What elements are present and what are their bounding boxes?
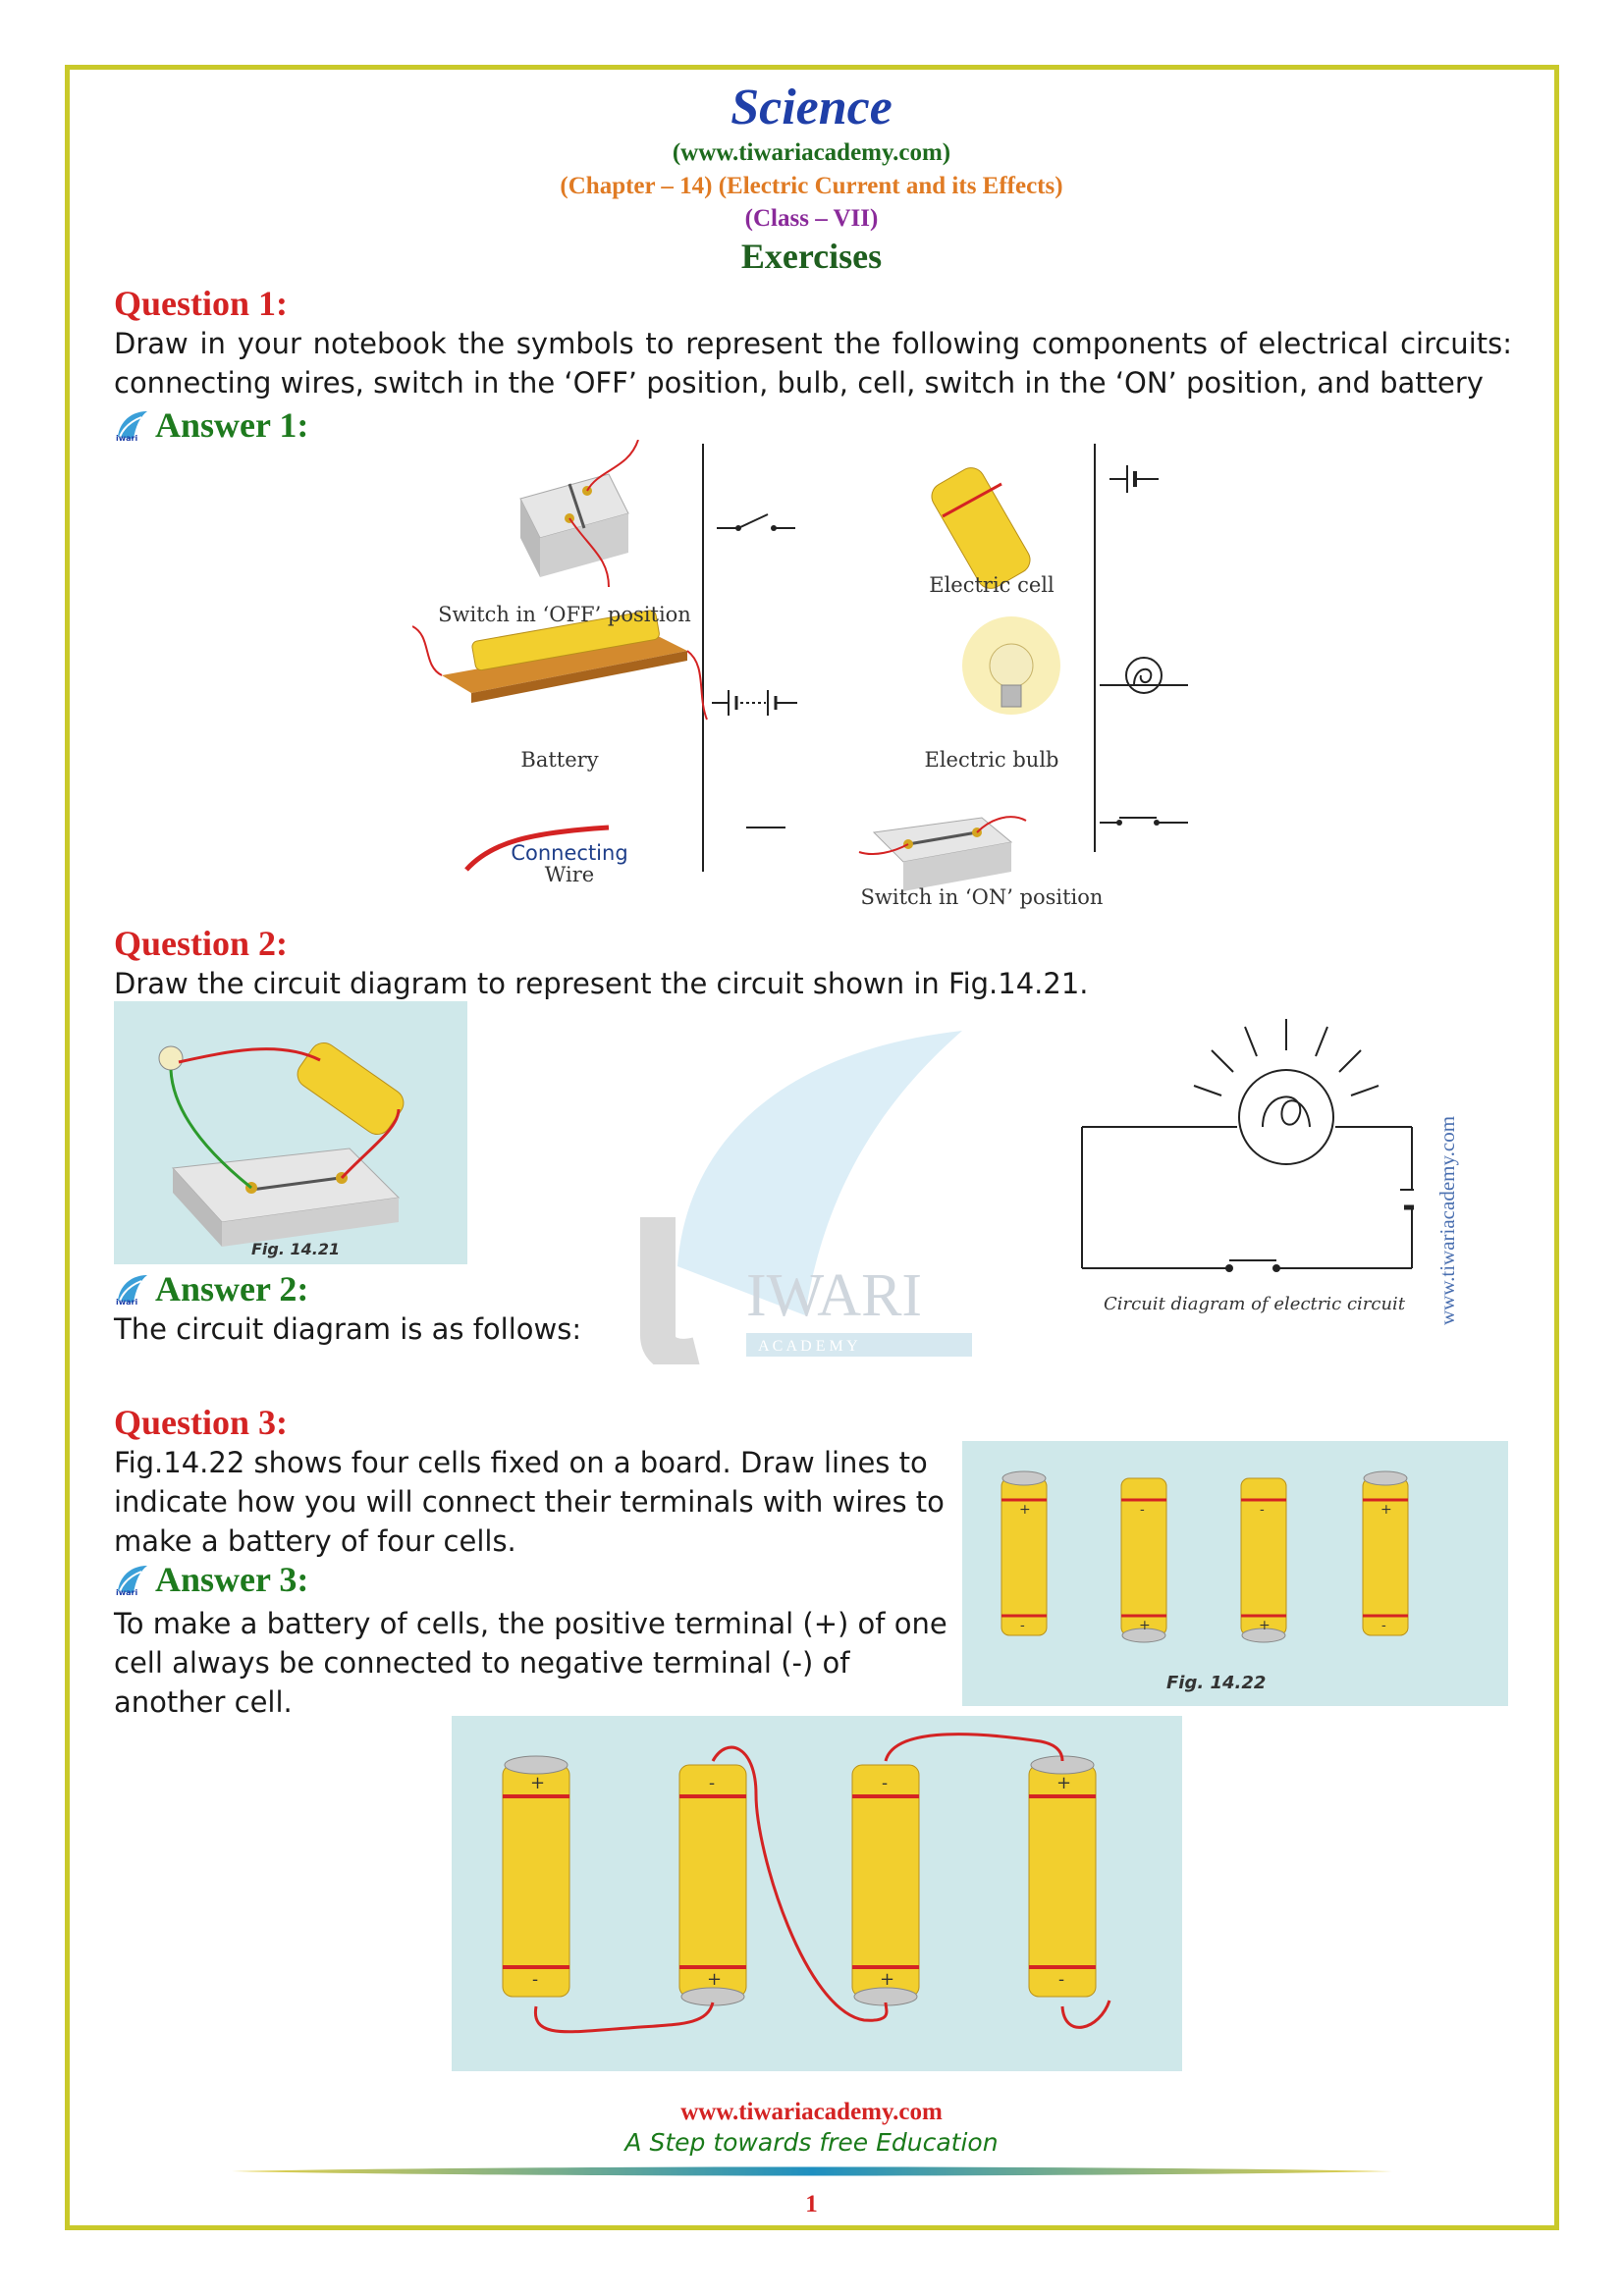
svg-text:-: -: [1140, 1502, 1145, 1518]
svg-text:-: -: [882, 1773, 889, 1793]
answer-2-heading: [114, 1268, 308, 1309]
svg-text:-: -: [1260, 1502, 1265, 1518]
footer-divider: [232, 2165, 1392, 2177]
figure-14-22-label: Fig. 14.22: [1166, 1673, 1267, 1693]
svg-text:+: +: [1056, 1773, 1072, 1793]
connected-cell-2: [679, 1765, 746, 2005]
switch-on-photo: [859, 817, 1026, 891]
answer-3-heading: [114, 1559, 308, 1600]
header-website: (www.tiwariacademy.com): [672, 139, 951, 166]
footer-website: www.tiwariacademy.com: [680, 2099, 943, 2125]
fig22-cell-1: [1001, 1471, 1047, 1635]
page-title: Science: [730, 80, 893, 135]
fig22-cell-3: [1241, 1478, 1286, 1642]
svg-text:+: +: [707, 1969, 723, 1990]
svg-text:-: -: [709, 1773, 716, 1793]
svg-text:-: -: [532, 1969, 539, 1990]
caption-switch-on: Switch in ‘ON’ position: [860, 885, 1104, 909]
svg-text:iwari: iwari: [116, 1298, 138, 1307]
battery-symbol: [712, 690, 797, 716]
question-2-text: Draw the circuit diagram to represent the circuit shown in Fig.14.21.: [114, 967, 1089, 1000]
caption-wire-line-1: Connecting: [511, 841, 628, 865]
fig22-cell-4: [1363, 1471, 1408, 1635]
answer-3-text: To make a battery of cells, the positive terminal (+) of one cell always be connected to negative terminal (-) of another cell.: [114, 1607, 947, 1719]
figure-14-21-label: Fig. 14.21: [251, 1240, 341, 1258]
circuit-diagram: [1060, 1011, 1414, 1325]
question-2-label: Question 2:: [114, 924, 289, 963]
question-3-label: Question 3:: [114, 1403, 289, 1442]
answer-1-label: Answer 1:: [155, 405, 309, 445]
question-1-text: Draw in your notebook the symbols to represent the following components of electrical circuits: connecting wires, switch in the ‘OFF’ position, bulb, cell, switch in the ‘ON’ position, and battery: [114, 327, 1512, 400]
svg-text:+: +: [530, 1773, 546, 1793]
caption-electric-bulb: Electric bulb: [924, 748, 1059, 772]
connected-cell-3: [852, 1765, 919, 2005]
svg-text:-: -: [1381, 1618, 1386, 1633]
caption-connecting-wire: [481, 842, 658, 885]
figure-14-21: [114, 1001, 467, 1264]
connected-cell-1: [503, 1756, 569, 1997]
question-3-text: Fig.14.22 shows four cells fixed on a board. Draw lines to indicate how you will connect their terminals with wires to make a battery of four cells.: [114, 1446, 945, 1558]
caption-battery: Battery: [520, 748, 599, 772]
answer-2-label: Answer 2:: [155, 1269, 309, 1308]
electric-bulb-photo: [962, 616, 1060, 715]
bulb-symbol: [1100, 658, 1188, 693]
answer-2-text: The circuit diagram is as follows:: [114, 1312, 582, 1346]
svg-text:-: -: [1020, 1618, 1025, 1633]
fig22-cell-2: [1121, 1478, 1166, 1642]
figure-14-22: [962, 1441, 1508, 1706]
question-1-label: Question 1:: [114, 284, 289, 323]
watermark-sub: A C A D E M Y: [758, 1338, 858, 1355]
tiwari-logo-icon: [114, 1562, 149, 1597]
switch-off-photo: [520, 440, 638, 587]
answer-1-heading: [114, 404, 308, 446]
side-watermark: [1435, 1041, 1465, 1325]
switch-off-symbol: [717, 514, 795, 531]
svg-text:+: +: [1139, 1618, 1151, 1633]
answer-3-label: Answer 3:: [155, 1560, 309, 1599]
connected-cell-4: [1029, 1756, 1096, 1997]
svg-text:+: +: [1019, 1502, 1031, 1518]
caption-wire-line-2: Wire: [544, 863, 595, 886]
chapter-heading: (Chapter – 14) (Electric Current and its Effects): [560, 173, 1063, 199]
side-watermark-text: www.tiwariacademy.com: [1435, 1115, 1459, 1325]
tiwari-logo-icon: [114, 1271, 149, 1307]
bulb-glow-rays: [1194, 1019, 1379, 1095]
svg-text:+: +: [1380, 1502, 1392, 1518]
circuit-diagram-caption: Circuit diagram of electric circuit: [1104, 1294, 1406, 1314]
switch-on-symbol: [1100, 818, 1188, 826]
tiwari-logo-icon: [114, 407, 149, 443]
caption-electric-cell: Electric cell: [929, 573, 1055, 597]
svg-text:iwari: iwari: [116, 434, 138, 443]
svg-text:iwari: iwari: [116, 1588, 138, 1597]
caption-switch-off: Switch in ‘OFF’ position: [438, 603, 691, 626]
class-heading: (Class – VII): [744, 205, 879, 232]
svg-text:-: -: [1058, 1969, 1065, 1990]
footer-tagline: A Step towards free Education: [624, 2128, 999, 2157]
page-number: 1: [805, 2191, 818, 2217]
cell-symbol: [1109, 465, 1159, 493]
section-heading: Exercises: [740, 237, 883, 276]
svg-text:+: +: [880, 1969, 895, 1990]
svg-text:+: +: [1259, 1618, 1271, 1633]
connected-cells-figure: [452, 1716, 1182, 2071]
tiwari-watermark: [638, 1021, 992, 1364]
watermark-name: IWARI: [746, 1262, 923, 1329]
